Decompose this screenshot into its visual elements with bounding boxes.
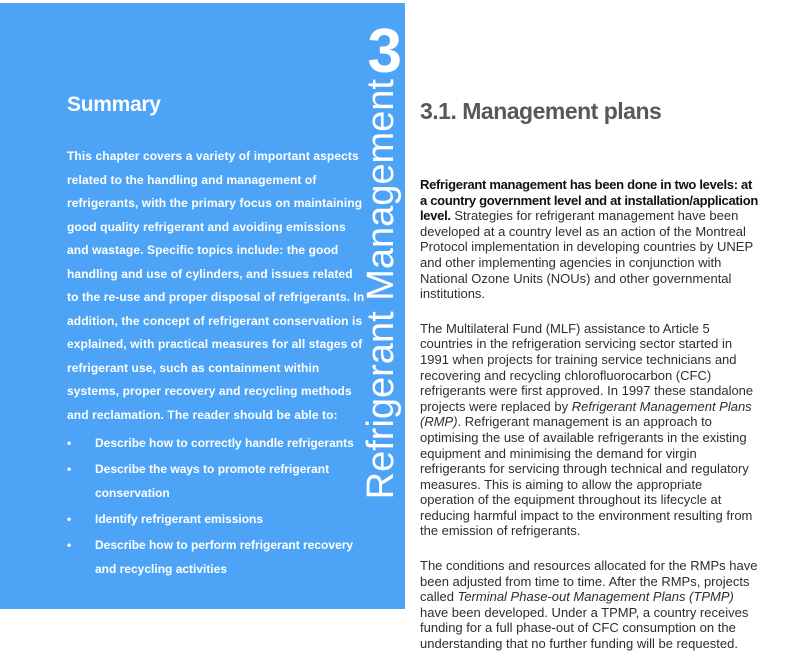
paragraph-1-text: Strategies for refrigerant management have been developed at a country level as an action of the Montreal Protocol implementation in developing countries by UNEP and other implementing agencies in conjunction with National Ozone Units (NOUs) and other governmental institutions. <box>420 208 753 302</box>
chapter-number: 3 <box>367 17 400 86</box>
section-heading: 3.1. Management plans <box>420 98 662 124</box>
chapter-summary-panel <box>0 3 405 609</box>
chapter-vertical-title: Refrigerant Management <box>360 78 403 499</box>
paragraph-1-bold-lead: Refrigerant management has been done in two levels: at a country government level and at installation/application level. <box>420 177 759 224</box>
bullet-text: Describe how to perform refrigerant recovery and recycling activities <box>95 538 354 576</box>
bullet-icon: • <box>67 538 72 552</box>
section-content <box>420 98 758 652</box>
bullet-text: Identify refrigerant emissions <box>95 512 264 526</box>
paragraph-1 <box>420 177 758 302</box>
paragraph-3 <box>420 558 758 652</box>
list-item <box>67 507 367 531</box>
list-item <box>67 457 367 505</box>
bullet-text: Describe the ways to promote refrigerant conservation <box>95 462 330 500</box>
summary-bullet-list <box>67 431 367 581</box>
list-item <box>67 431 367 455</box>
paragraph-3-text: The conditions and resources allocated for the RMPs have been adjusted from time to time. After the RMPs, projects called <box>420 558 758 605</box>
paragraph-3-italic-term: Terminal Phase-out Management Plans (TPMP) <box>457 589 734 605</box>
paragraph-2-text-continued: . Refrigerant management is an approach to optimising the use of available refrigerants in the existing equipment and minimising the demand for virgin refrigerants for servicing through technical and regulatory measures. This is aiming to allow the appropriate operation of the equipment throughout its lifecycle at reducing harmful impact to the environment resulting from the emission of refrigerants. <box>420 414 753 539</box>
list-item <box>67 533 367 581</box>
paragraph-2-italic-term: Refrigerant Management Plans (RMP) <box>420 398 752 430</box>
bullet-icon: • <box>67 436 72 450</box>
paragraph-2-text: The Multilateral Fund (MLF) assistance to Article 5 countries in the refrigeration servicing sector started in 1991 when projects for training service technicians and recovering and recycling chlorofluorocarbon (CFC) refrigerants were first approved. In 1997 these standalone projects were replaced by <box>420 320 754 414</box>
bullet-text: Describe how to correctly handle refrigerants <box>95 436 354 450</box>
summary-heading: Summary <box>67 93 161 116</box>
bullet-icon: • <box>67 462 72 476</box>
summary-block <box>67 93 367 581</box>
paragraph-2 <box>420 321 758 539</box>
bullet-icon: • <box>67 512 72 526</box>
paragraph-3-text-continued: have been developed. Under a TPMP, a country receives funding for a full phase-out of CFC consumption on the understanding that no further funding will be requested. <box>420 604 749 652</box>
summary-intro-paragraph: This chapter covers a variety of important aspects related to the handling and management of refrigerants, with the primary focus on maintaining good quality refrigerant and avoiding emissions and wastage. Specific topics include: the good handling and use of cylinders, and issues related to the re-use and proper disposal of refrigerants. In addition, the concept of refrigerant conservation is explained, with practical measures for all stages of refrigerant use, such as containment within systems, proper recovery and recycling methods and reclamation. The reader should be able to: <box>67 149 365 422</box>
